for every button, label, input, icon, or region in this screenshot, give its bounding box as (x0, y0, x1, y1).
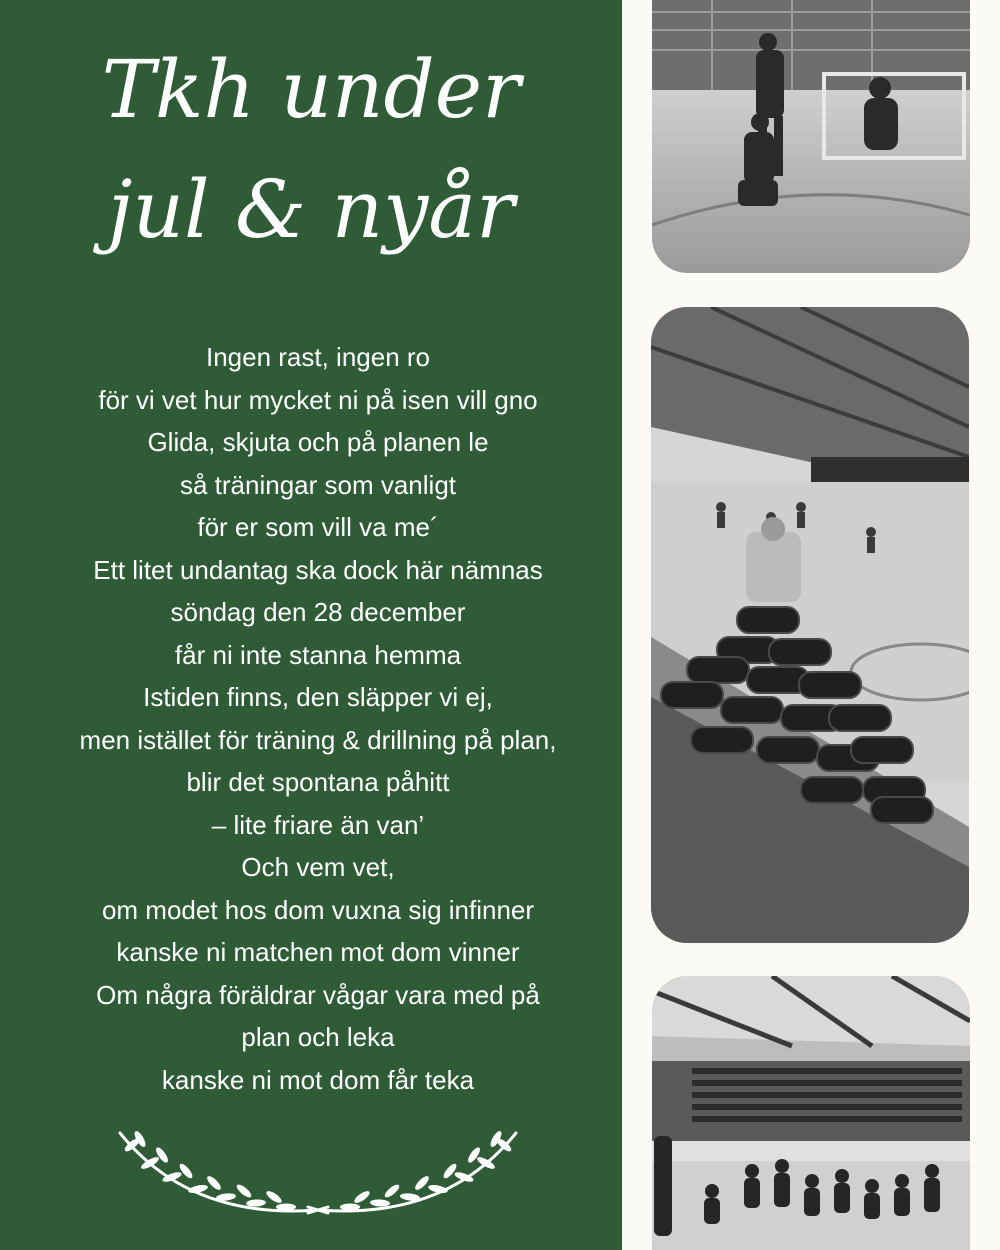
poem-line: Ett litet undantag ska dock här nämnas (93, 554, 543, 585)
poem-line: Om några föräldrar vågar vara med på (96, 979, 540, 1010)
poem-line: kanske ni mot dom får teka (161, 1064, 475, 1095)
poem-line: om modet hos dom vuxna sig infinner (101, 894, 535, 925)
poem-line: Och vem vet, (241, 852, 395, 882)
photo-goalie-practice (652, 0, 970, 273)
poem-line: söndag den 28 december (170, 597, 466, 627)
poem-line: plan och leka (241, 1022, 395, 1052)
poem-line: Glida, skjuta och på planen le (147, 427, 489, 457)
poem-line: – lite friare än van’ (211, 809, 425, 840)
poem-line: men istället för träning & drillning på plan, (79, 724, 557, 755)
poem-line: så träningar som vanligt (179, 469, 457, 500)
poem-line: Istiden finns, den släpper vi ej, (143, 682, 493, 712)
photo-arena-kids (652, 976, 970, 1250)
photo-stacked-pucks (651, 307, 969, 943)
poem-line: för er som vill va me´ (197, 512, 439, 542)
poem-line: blir det spontana påhitt (186, 767, 450, 797)
poem-line: kanske ni matchen mot dom vinner (116, 937, 520, 967)
poem-line: för vi vet hur mycket ni på isen vill gno (98, 384, 538, 415)
poem-line: får ni inte stanna hemma (174, 639, 462, 670)
title-line-1: Tkh under (101, 43, 521, 136)
poem (0, 336, 636, 1101)
laurel-wreath-icon (110, 1125, 526, 1215)
title (0, 30, 622, 270)
poem-line: Ingen rast, ingen ro (205, 342, 431, 372)
title-line-2: jul & nyår (107, 163, 515, 256)
